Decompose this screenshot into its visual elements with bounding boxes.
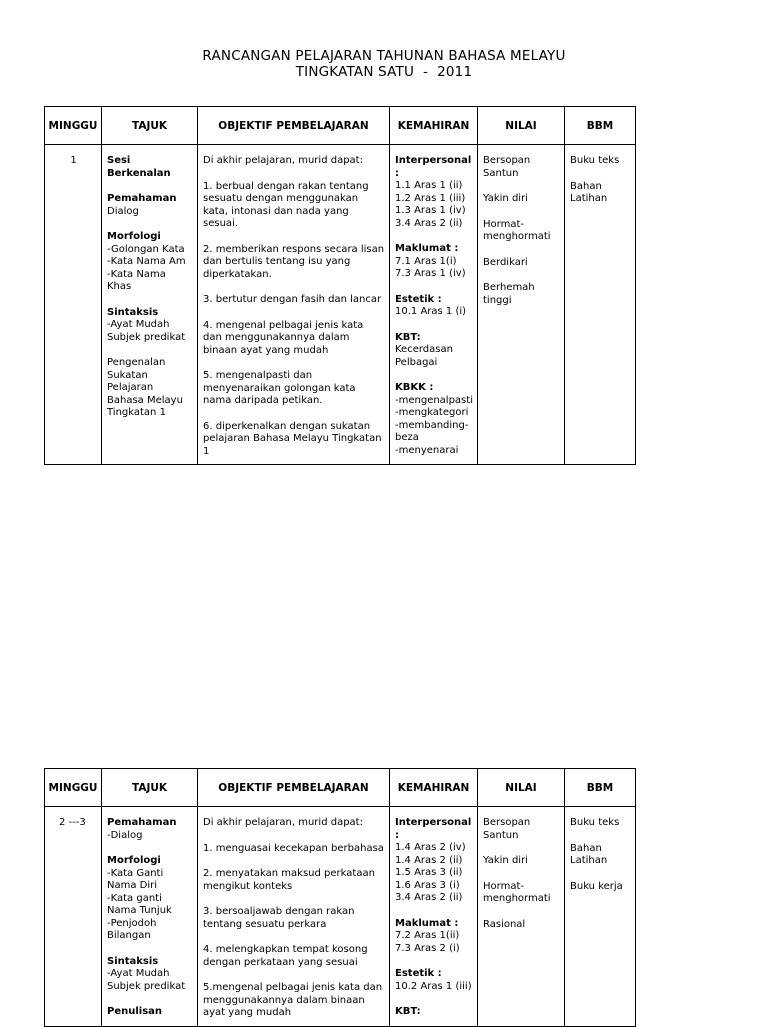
cell-line: Bersopan Santun bbox=[483, 155, 531, 179]
header-row bbox=[45, 769, 636, 807]
cell-line: 3.4 Aras 2 (ii) bbox=[395, 892, 463, 903]
cell-line: 1.4 Aras 2 (iv) bbox=[395, 842, 466, 853]
spacer bbox=[395, 319, 473, 332]
cell-line: Di akhir pelajaran, murid dapat: bbox=[203, 155, 363, 166]
spacer bbox=[107, 294, 193, 307]
spacer bbox=[203, 830, 385, 843]
cell-line: 3. bertutur dengan fasih dan lancar bbox=[203, 294, 382, 305]
cell-objektif bbox=[198, 145, 390, 465]
header-kemahiran: KEMAHIRAN bbox=[390, 769, 478, 807]
cell-bbm bbox=[565, 807, 636, 1027]
title-line-1: RANCANGAN PELAJARAN TAHUNAN BAHASA MELAYU bbox=[202, 48, 566, 64]
cell-line: -mengkategori bbox=[395, 407, 469, 418]
header-minggu: MINGGU bbox=[45, 107, 102, 145]
cell-bbm bbox=[565, 145, 636, 465]
spacer bbox=[395, 905, 473, 918]
cell-line: 4. mengenal pelbagai jenis kata dan menggunakannya dalam binaan ayat yang mudah bbox=[203, 319, 364, 356]
cell-heading: KBT: bbox=[395, 331, 421, 343]
cell-objektif bbox=[198, 807, 390, 1027]
cell-line: -Kata Ganti Nama Diri bbox=[107, 867, 164, 891]
cell-line: 4. melengkapkan tempat kosong dengan perkataan yang sesuai bbox=[203, 944, 368, 968]
header-tajuk: TAJUK bbox=[102, 107, 198, 145]
cell-minggu: 1 bbox=[45, 145, 102, 465]
spacer bbox=[395, 230, 473, 243]
cell-line: -Penjodoh Bilangan bbox=[107, 917, 157, 941]
spacer bbox=[483, 868, 560, 881]
header-bbm: BBM bbox=[565, 769, 636, 807]
cell-line: 10.1 Aras 1 (i) bbox=[395, 306, 467, 317]
cell-line: Bahan Latihan bbox=[570, 842, 608, 866]
cell-kemahiran bbox=[390, 807, 478, 1027]
header-nilai: NILAI bbox=[478, 769, 565, 807]
spacer bbox=[483, 906, 560, 919]
header-objektif: OBJEKTIF PEMBELAJARAN bbox=[198, 769, 390, 807]
cell-line: -Ayat Mudah Subjek predikat bbox=[107, 319, 186, 343]
cell-line: -mengenalpasti bbox=[395, 394, 473, 406]
header-tajuk: TAJUK bbox=[102, 769, 198, 807]
spacer bbox=[203, 168, 385, 181]
cell-line: Berdikari bbox=[483, 256, 528, 268]
header-kemahiran: KEMAHIRAN bbox=[390, 107, 478, 145]
cell-line: -Golongan Kata bbox=[107, 243, 185, 255]
cell-line: -Kata Nama Khas bbox=[107, 268, 166, 292]
cell-line: -membanding-beza bbox=[395, 419, 469, 443]
cell-line: Hormat-menghormati bbox=[483, 880, 551, 904]
spacer bbox=[107, 993, 193, 1006]
cell-line: 6. diperkenalkan dengan sukatan pelajaran Bahasa Melayu Tingkatan 1 bbox=[203, 420, 382, 457]
spacer bbox=[107, 943, 193, 956]
cell-line: Hormat-menghormati bbox=[483, 218, 551, 242]
title-line-2: TINGKATAN SATU - 2011 bbox=[295, 64, 473, 80]
cell-heading: Morfologi bbox=[107, 855, 161, 866]
header-row bbox=[45, 107, 636, 145]
cell-line: Rasional bbox=[483, 918, 526, 930]
document-title bbox=[0, 48, 768, 80]
cell-line: 7.2 Aras 1(ii) bbox=[395, 930, 460, 941]
cell-line: -Kata ganti Nama Tunjuk bbox=[107, 892, 172, 916]
cell-nilai bbox=[478, 145, 565, 465]
cell-heading: Maklumat : bbox=[395, 917, 459, 929]
cell-line: Berhemah tinggi bbox=[483, 282, 535, 306]
cell-line: 7.1 Aras 1(i) bbox=[395, 255, 457, 267]
cell-line: 1.1 Aras 1 (ii) bbox=[395, 180, 463, 191]
spacer bbox=[483, 180, 560, 193]
spacer bbox=[395, 955, 473, 968]
cell-line: Bahan Latihan bbox=[570, 180, 608, 204]
spacer bbox=[203, 357, 385, 370]
cell-line: 5.mengenal pelbagai jenis kata dan menggunakannya dalam binaan ayat yang mudah bbox=[203, 982, 383, 1018]
header-bbm: BBM bbox=[565, 107, 636, 145]
cell-heading: Sintaksis bbox=[107, 955, 159, 967]
table-row bbox=[45, 807, 636, 1027]
cell-line: Buku teks bbox=[570, 155, 620, 166]
cell-heading: KBKK : bbox=[395, 382, 434, 393]
spacer bbox=[107, 344, 193, 357]
spacer bbox=[570, 168, 631, 181]
cell-line: Buku kerja bbox=[570, 880, 623, 892]
cell-line: -Ayat Mudah Subjek predikat bbox=[107, 968, 186, 992]
spacer bbox=[107, 842, 193, 855]
cell-line: 5. mengenalpasti dan menyenaraikan golongan kata nama daripada petikan. bbox=[203, 370, 356, 406]
header-minggu: MINGGU bbox=[45, 769, 102, 807]
cell-line: Kecerdasan Pelbagai bbox=[395, 344, 453, 368]
table-row bbox=[45, 145, 636, 465]
cell-line: Buku teks bbox=[570, 817, 620, 828]
cell-kemahiran bbox=[390, 145, 478, 465]
lesson-plan-table-1 bbox=[44, 106, 636, 465]
cell-line: -Kata Nama Am bbox=[107, 256, 186, 267]
cell-line: 1.4 Aras 2 (ii) bbox=[395, 854, 463, 866]
cell-line: Di akhir pelajaran, murid dapat: bbox=[203, 817, 363, 828]
cell-line: Yakin diri bbox=[483, 855, 528, 866]
cell-line: 3. bersoaljawab dengan rakan tentang sesuatu perkara bbox=[203, 906, 355, 930]
cell-line: Bersopan Santun bbox=[483, 817, 531, 841]
cell-heading: Interpersonal : bbox=[395, 155, 472, 179]
spacer bbox=[203, 855, 385, 868]
cell-line: 10.2 Aras 1 (iii) bbox=[395, 980, 472, 992]
cell-line: Dialog bbox=[107, 205, 139, 217]
spacer bbox=[395, 993, 473, 1006]
spacer bbox=[203, 281, 385, 294]
cell-heading: Estetik : bbox=[395, 968, 442, 979]
cell-line: 2. menyatakan maksud perkataan mengikut konteks bbox=[203, 868, 375, 892]
cell-heading: Maklumat : bbox=[395, 243, 459, 254]
spacer bbox=[483, 244, 560, 257]
cell-heading: Morfologi bbox=[107, 231, 161, 242]
cell-line: Yakin diri bbox=[483, 193, 528, 204]
cell-tajuk bbox=[102, 145, 198, 465]
cell-line: 1. menguasai kecekapan berbahasa bbox=[203, 842, 384, 854]
cell-line: 1.5 Aras 3 (ii) bbox=[395, 867, 463, 878]
cell-line: -menyenarai bbox=[395, 444, 459, 456]
cell-line: 7.3 Aras 1 (iv) bbox=[395, 268, 466, 279]
cell-line: 2. memberikan respons secara lisan dan bertulis tentang isu yang diperkatakan. bbox=[203, 243, 385, 280]
cell-line: 1.3 Aras 1 (iv) bbox=[395, 205, 466, 216]
spacer bbox=[203, 231, 385, 244]
spacer bbox=[203, 408, 385, 421]
spacer bbox=[570, 830, 631, 843]
spacer bbox=[203, 969, 385, 982]
spacer bbox=[395, 369, 473, 382]
spacer bbox=[483, 269, 560, 282]
cell-line: 7.3 Aras 2 (i) bbox=[395, 942, 460, 954]
cell-line: -Dialog bbox=[107, 829, 143, 841]
cell-heading: Penulisan bbox=[107, 1006, 163, 1017]
spacer bbox=[570, 868, 631, 881]
cell-heading: Pemahaman bbox=[107, 193, 177, 204]
cell-line: Pengenalan Sukatan Pelajaran Bahasa Melayu Tingkatan 1 bbox=[107, 357, 183, 418]
spacer bbox=[483, 206, 560, 219]
cell-line: 1. berbual dengan rakan tentang sesuatu dengan menggunakan kata, intonasi dan nada yang sesuai. bbox=[203, 180, 369, 229]
cell-line: 1.6 Aras 3 (i) bbox=[395, 879, 460, 891]
cell-heading: KBT: bbox=[395, 1006, 421, 1017]
spacer bbox=[483, 842, 560, 855]
spacer bbox=[107, 180, 193, 193]
cell-minggu: 2 ---3 bbox=[45, 807, 102, 1027]
spacer bbox=[203, 307, 385, 320]
cell-heading: Sintaksis bbox=[107, 306, 159, 318]
spacer bbox=[203, 931, 385, 944]
spacer bbox=[107, 218, 193, 231]
cell-heading: Estetik : bbox=[395, 293, 442, 305]
header-nilai: NILAI bbox=[478, 107, 565, 145]
cell-heading: Sesi Berkenalan bbox=[107, 155, 171, 179]
lesson-plan-table-2 bbox=[44, 768, 636, 1027]
cell-heading: Interpersonal : bbox=[395, 817, 472, 841]
cell-line: 3.4 Aras 2 (ii) bbox=[395, 217, 463, 229]
spacer bbox=[395, 281, 473, 294]
header-objektif: OBJEKTIF PEMBELAJARAN bbox=[198, 107, 390, 145]
cell-line: 1.2 Aras 1 (iii) bbox=[395, 192, 466, 204]
spacer bbox=[203, 893, 385, 906]
cell-tajuk bbox=[102, 807, 198, 1027]
cell-nilai bbox=[478, 807, 565, 1027]
cell-heading: Pemahaman bbox=[107, 817, 177, 828]
